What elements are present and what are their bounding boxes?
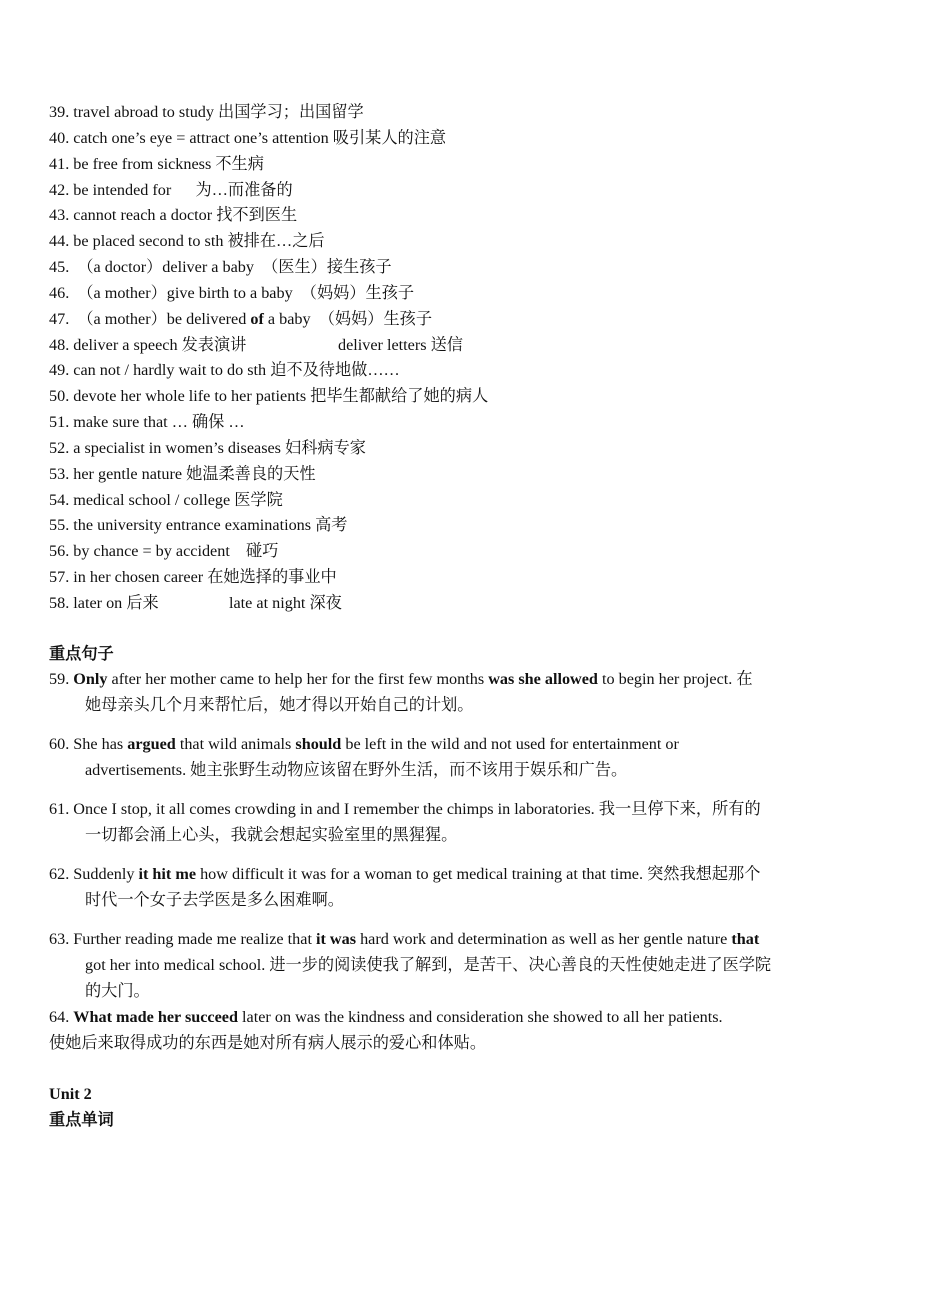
sentence-62-text-0: 62. Suddenly xyxy=(49,865,139,883)
phrase-57: 57. in her chosen career 在她选择的事业中 xyxy=(49,568,337,586)
phrase-49: 49. can not / hardly wait to do sth 迫不及待地做…… xyxy=(49,361,400,379)
phrase-47-bold: of xyxy=(250,310,264,328)
sentence-64-number: 64. xyxy=(49,1008,74,1026)
sentence-61 xyxy=(49,797,853,849)
sentence-63 xyxy=(49,927,853,1004)
sentence-62-bold-1: it hit me xyxy=(138,865,197,883)
phrase-45: 45. （a doctor）deliver a baby （医生）接生孩子 xyxy=(49,258,392,276)
phrase-41: 41. be free from sickness 不生病 xyxy=(49,155,264,173)
phrase-47 xyxy=(49,309,432,329)
phrase-42: 42. be intended for 为…而准备的 xyxy=(49,181,293,199)
phrase-47-text-end: a baby （妈妈）生孩子 xyxy=(263,310,433,328)
sentence-60-continuation: advertisements. 她主张野生动物应该留在野外生活，而不该用于娱乐和广告。 xyxy=(85,760,628,779)
sentence-61-text: 61. Once I stop, it all comes crowding in and I remember the chimps in laboratories. 我一旦停下来，所有的 xyxy=(49,800,761,818)
sentence-62 xyxy=(49,862,853,914)
sentence-59-text-2: to begin her project. 在 xyxy=(597,670,753,688)
sentence-64-bold-1: What made her succeed xyxy=(73,1008,238,1026)
sentence-60-text-0: She has xyxy=(73,735,128,753)
phrase-51: 51. make sure that … 确保 … xyxy=(49,413,245,431)
sentence-62-text-1: how difficult it was for a woman to get medical training at that time. 突然我想起那个 xyxy=(196,865,761,883)
phrase-48: 48. deliver a speech 发表演讲 xyxy=(49,336,247,354)
sentence-64-text-1: later on was the kindness and consideration she showed to all her patients. xyxy=(238,1008,723,1026)
phrase-58: 58. later on 后来 xyxy=(49,594,159,612)
sentence-64 xyxy=(49,1007,723,1027)
phrase-54: 54. medical school / college 医学院 xyxy=(49,491,283,509)
section-heading-sentences: 重点句子 xyxy=(49,645,114,663)
phrase-46: 46. （a mother）give birth to a baby （妈妈）生孩子 xyxy=(49,284,415,302)
phrase-52: 52. a specialist in women’s diseases 妇科病专家 xyxy=(49,439,366,457)
sentence-59 xyxy=(49,667,853,719)
sentence-60 xyxy=(49,732,853,784)
phrase-43: 43. cannot reach a doctor 找不到医生 xyxy=(49,206,298,224)
sentence-59-text-1: after her mother came to help her for the first few months xyxy=(107,670,489,688)
unit-title: Unit 2 xyxy=(49,1085,92,1103)
phrase-48-second: deliver letters 送信 xyxy=(338,336,463,354)
phrase-55: 55. the university entrance examinations 高考 xyxy=(49,516,348,534)
sentence-64-translation: 使她后来取得成功的东西是她对所有病人展示的爱心和体贴。 xyxy=(49,1034,487,1052)
sentence-62-continuation: 时代一个女子去学医是多么困难啊。 xyxy=(85,890,344,909)
sentence-59-bold-1: Only xyxy=(73,670,108,688)
phrase-39: 39. travel abroad to study 出国学习；出国留学 xyxy=(49,103,364,121)
sentence-59-continuation: 她母亲头几个月来帮忙后，她才得以开始自己的计划。 xyxy=(85,695,474,714)
sentence-60-number: 60. xyxy=(49,735,74,753)
phrase-44: 44. be placed second to sth 被排在…之后 xyxy=(49,232,325,250)
phrase-47-text: 47. （a mother）be delivered xyxy=(49,310,251,328)
sentence-60-text-1: that wild animals xyxy=(175,735,296,753)
sentence-63-text-0: 63. Further reading made me realize that xyxy=(49,930,316,948)
sentence-60-text-2: be left in the wild and not used for entertainment or xyxy=(341,735,679,753)
sentence-63-text-1: hard work and determination as well as her gentle nature xyxy=(356,930,732,948)
phrase-56: 56. by chance = by accident 碰巧 xyxy=(49,542,279,560)
sentence-60-bold-1: argued xyxy=(127,735,176,753)
phrase-53: 53. her gentle nature 她温柔善良的天性 xyxy=(49,465,316,483)
sentence-63-continuation-2: 的大门。 xyxy=(85,981,150,1000)
phrase-50: 50. devote her whole life to her patients 把毕生都献给了她的病人 xyxy=(49,387,489,405)
sentence-59-bold-2: was she allowed xyxy=(488,670,598,688)
sentence-63-bold-1: it was xyxy=(315,930,357,948)
phrase-58-second: late at night 深夜 xyxy=(229,594,342,612)
sentence-63-bold-2: that xyxy=(731,930,760,948)
sentence-61-continuation: 一切都会涌上心头，我就会想起实验室里的黑猩猩。 xyxy=(85,825,458,844)
section-heading-words: 重点单词 xyxy=(49,1111,114,1129)
sentence-63-continuation-1: got her into medical school. 进一步的阅读使我了解到，是苦干、决心善良的天性使她走进了医学院 xyxy=(85,955,772,974)
phrase-40: 40. catch one’s eye = attract one’s attention 吸引某人的注意 xyxy=(49,129,447,147)
sentence-60-bold-2: should xyxy=(295,735,342,753)
sentence-59-number: 59. xyxy=(49,670,74,688)
